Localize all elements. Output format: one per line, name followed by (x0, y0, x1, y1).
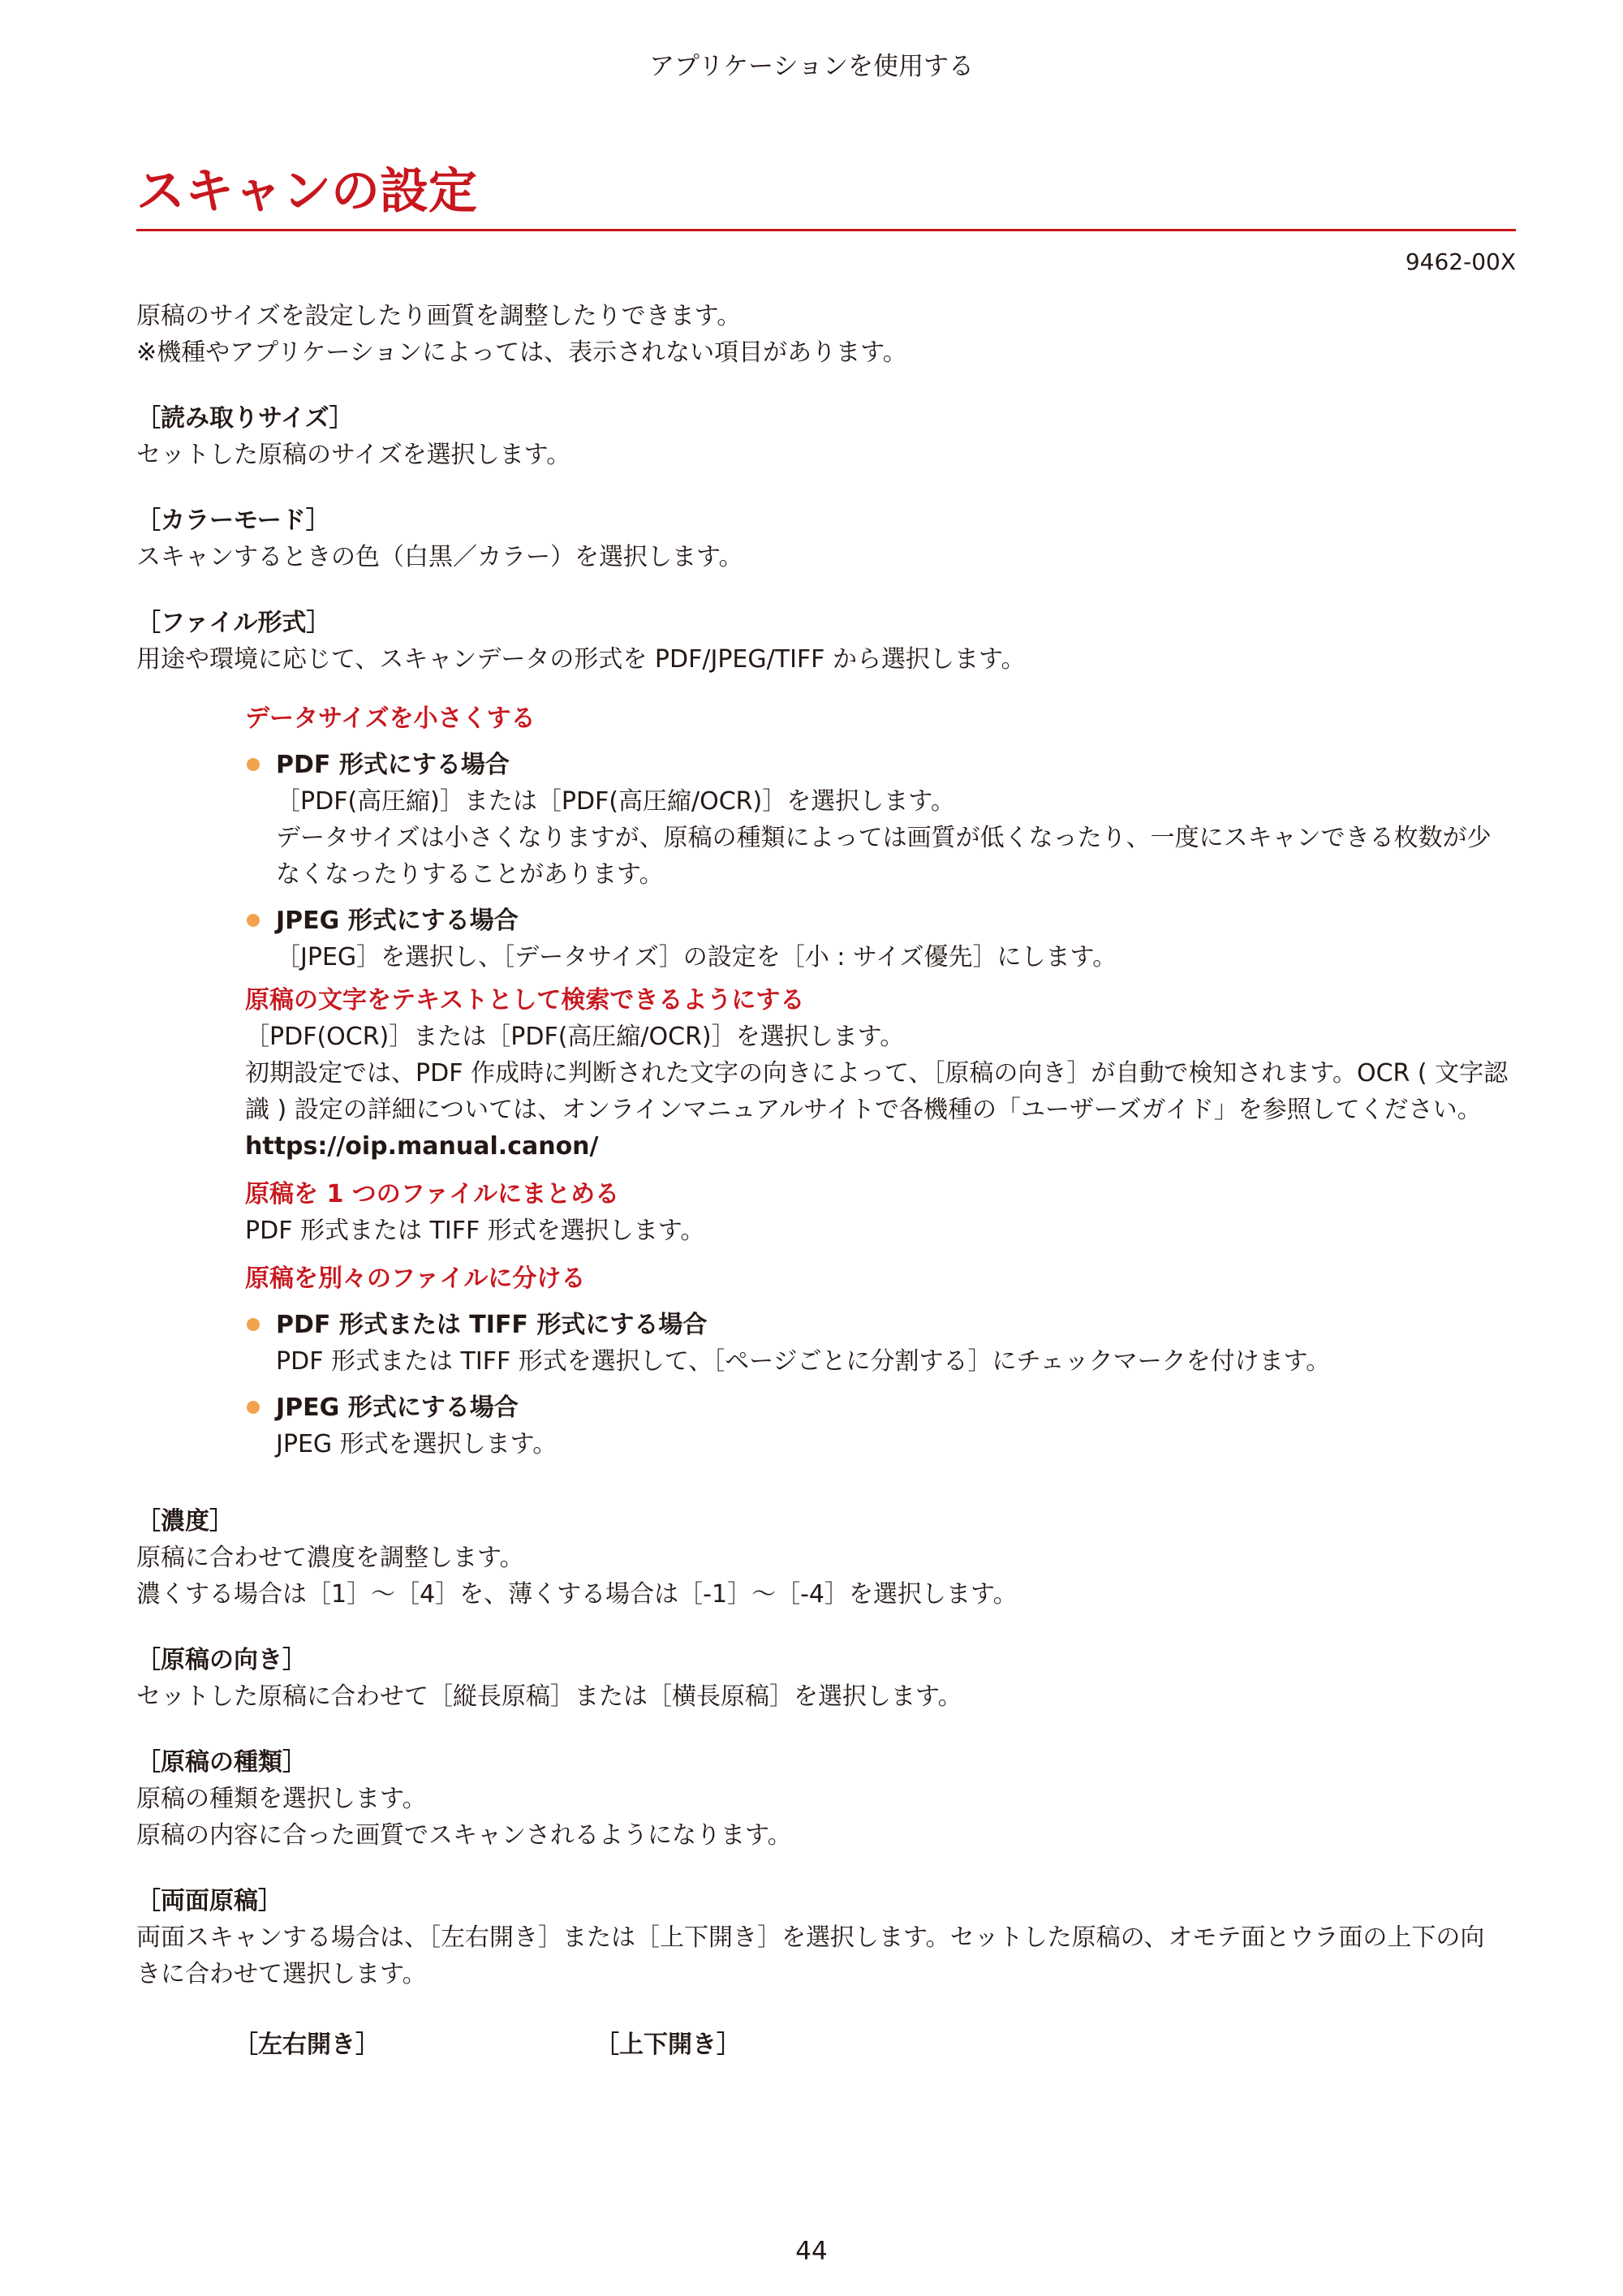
intro-text (136, 298, 1516, 371)
setting-orientation (136, 1642, 1516, 1715)
bullet-line: JPEG 形式を選択します。 (276, 1430, 558, 1458)
setting-label: ［カラーモード］ (136, 506, 330, 535)
bullet-title: JPEG 形式にする場合 (276, 1394, 519, 1422)
setting-file-format (136, 605, 1516, 678)
bullet-item (245, 1307, 1516, 1380)
running-header: アプリケーションを使用する (649, 52, 974, 81)
bullet-line: なくなったりすることがあります。 (276, 860, 664, 889)
bullet-dot-icon (247, 758, 260, 771)
setting-description: 原稿の内容に合った画質でスキャンされるようになります。 (136, 1821, 792, 1850)
bullet-line: データサイズは小さくなりますが、原稿の種類によっては画質が低くなったり、一度にスキャンできる枚数が少 (276, 824, 1492, 852)
figure-label-left-right: ［左右開き］ (234, 2031, 380, 2059)
figure-label-top-bottom: ［上下開き］ (595, 2031, 741, 2059)
ocr-section (245, 982, 1516, 1165)
setting-color-mode (136, 502, 1516, 575)
setting-label: ［両面原稿］ (136, 1887, 282, 1915)
setting-label: ［濃度］ (136, 1507, 234, 1536)
setting-label: ［原稿の向き］ (136, 1646, 307, 1674)
setting-description: 原稿に合わせて濃度を調整します。 (136, 1544, 524, 1572)
setting-description: 濃くする場合は［1］〜［4］を、薄くする場合は［-1］〜［-4］を選択します。 (136, 1580, 1018, 1609)
setting-description: 両面スキャンする場合は、［左右開き］または［上下開き］を選択します。セットした原稿の、オモテ面とウラ面の上下の向 (136, 1923, 1485, 1952)
bullet-line: ［JPEG］を選択し、［データサイズ］の設定を［小 : サイズ優先］にします。 (276, 943, 1117, 971)
intro-line: 原稿のサイズを設定したり画質を調整したりできます。 (136, 302, 742, 330)
setting-description: セットした原稿のサイズを選択します。 (136, 441, 571, 469)
setting-description: セットした原稿に合わせて［縦長原稿］または［横長原稿］を選択します。 (136, 1682, 962, 1711)
setting-density (136, 1503, 1516, 1613)
one-file-line: PDF 形式または TIFF 形式を選択します。 (245, 1217, 705, 1245)
setting-read-size (136, 400, 1516, 473)
setting-label: ［ファイル形式］ (136, 609, 331, 637)
manual-site-link[interactable]: https://oip.manual.canon/ (245, 1132, 599, 1161)
setting-original-type (136, 1744, 1516, 1854)
separate-files-section (245, 1260, 1516, 1462)
sub-heading: 原稿を 1 つのファイルにまとめる (245, 1180, 620, 1208)
one-file-section (245, 1176, 1516, 1249)
bullet-title: PDF 形式または TIFF 形式にする場合 (276, 1311, 708, 1339)
intro-note: ※機種やアプリケーションによっては、表示されない項目があります。 (136, 338, 907, 367)
file-format-details (245, 700, 1516, 1462)
bullet-line: ［PDF(高圧縮)］または［PDF(高圧縮/OCR)］を選択します。 (276, 787, 955, 816)
ocr-line: 識 ) 設定の詳細については、オンラインマニュアルサイトで各機種の「ユーザーズガイド」を参照してください。 (245, 1096, 1482, 1124)
duplex-figure-labels (136, 2027, 1516, 2067)
setting-duplex (136, 1883, 1516, 1992)
setting-label: ［読み取りサイズ］ (136, 404, 354, 433)
sub-heading: 原稿を別々のファイルに分ける (245, 1264, 586, 1293)
bullet-item (245, 1389, 1516, 1462)
setting-description: 用途や環境に応じて、スキャンデータの形式を PDF/JPEG/TIFF から選択します。 (136, 645, 1026, 674)
bullet-item (245, 747, 1516, 893)
bullet-title: PDF 形式にする場合 (276, 751, 510, 779)
bullet-title: JPEG 形式にする場合 (276, 907, 519, 935)
page-number: 44 (795, 2237, 828, 2266)
page-content (136, 159, 1516, 2067)
bullet-dot-icon (247, 1318, 260, 1331)
bullet-dot-icon (247, 914, 260, 927)
ocr-line: 初期設定では、PDF 作成時に判断された文字の向きによって、［原稿の向き］が自動で検知されます。OCR ( 文字認 (245, 1059, 1509, 1088)
sub-heading: データサイズを小さくする (245, 704, 536, 733)
bullet-line: PDF 形式または TIFF 形式を選択して、［ページごとに分割する］にチェックマークを付けます。 (276, 1347, 1331, 1376)
page-title: スキャンの設定 (136, 159, 1516, 231)
sub-heading: 原稿の文字をテキストとして検索できるようにする (245, 986, 805, 1014)
document-id: 9462-00X (1405, 248, 1516, 275)
reduce-size-section (245, 700, 1516, 976)
setting-description: きに合わせて選択します。 (136, 1960, 427, 1988)
setting-label: ［原稿の種類］ (136, 1748, 307, 1777)
setting-description: 原稿の種類を選択します。 (136, 1785, 427, 1813)
ocr-line: ［PDF(OCR)］または［PDF(高圧縮/OCR)］を選択します。 (245, 1023, 905, 1051)
bullet-item (245, 902, 1516, 976)
setting-description: スキャンするときの色（白黒／カラー）を選択します。 (136, 543, 743, 571)
bullet-dot-icon (247, 1401, 260, 1414)
